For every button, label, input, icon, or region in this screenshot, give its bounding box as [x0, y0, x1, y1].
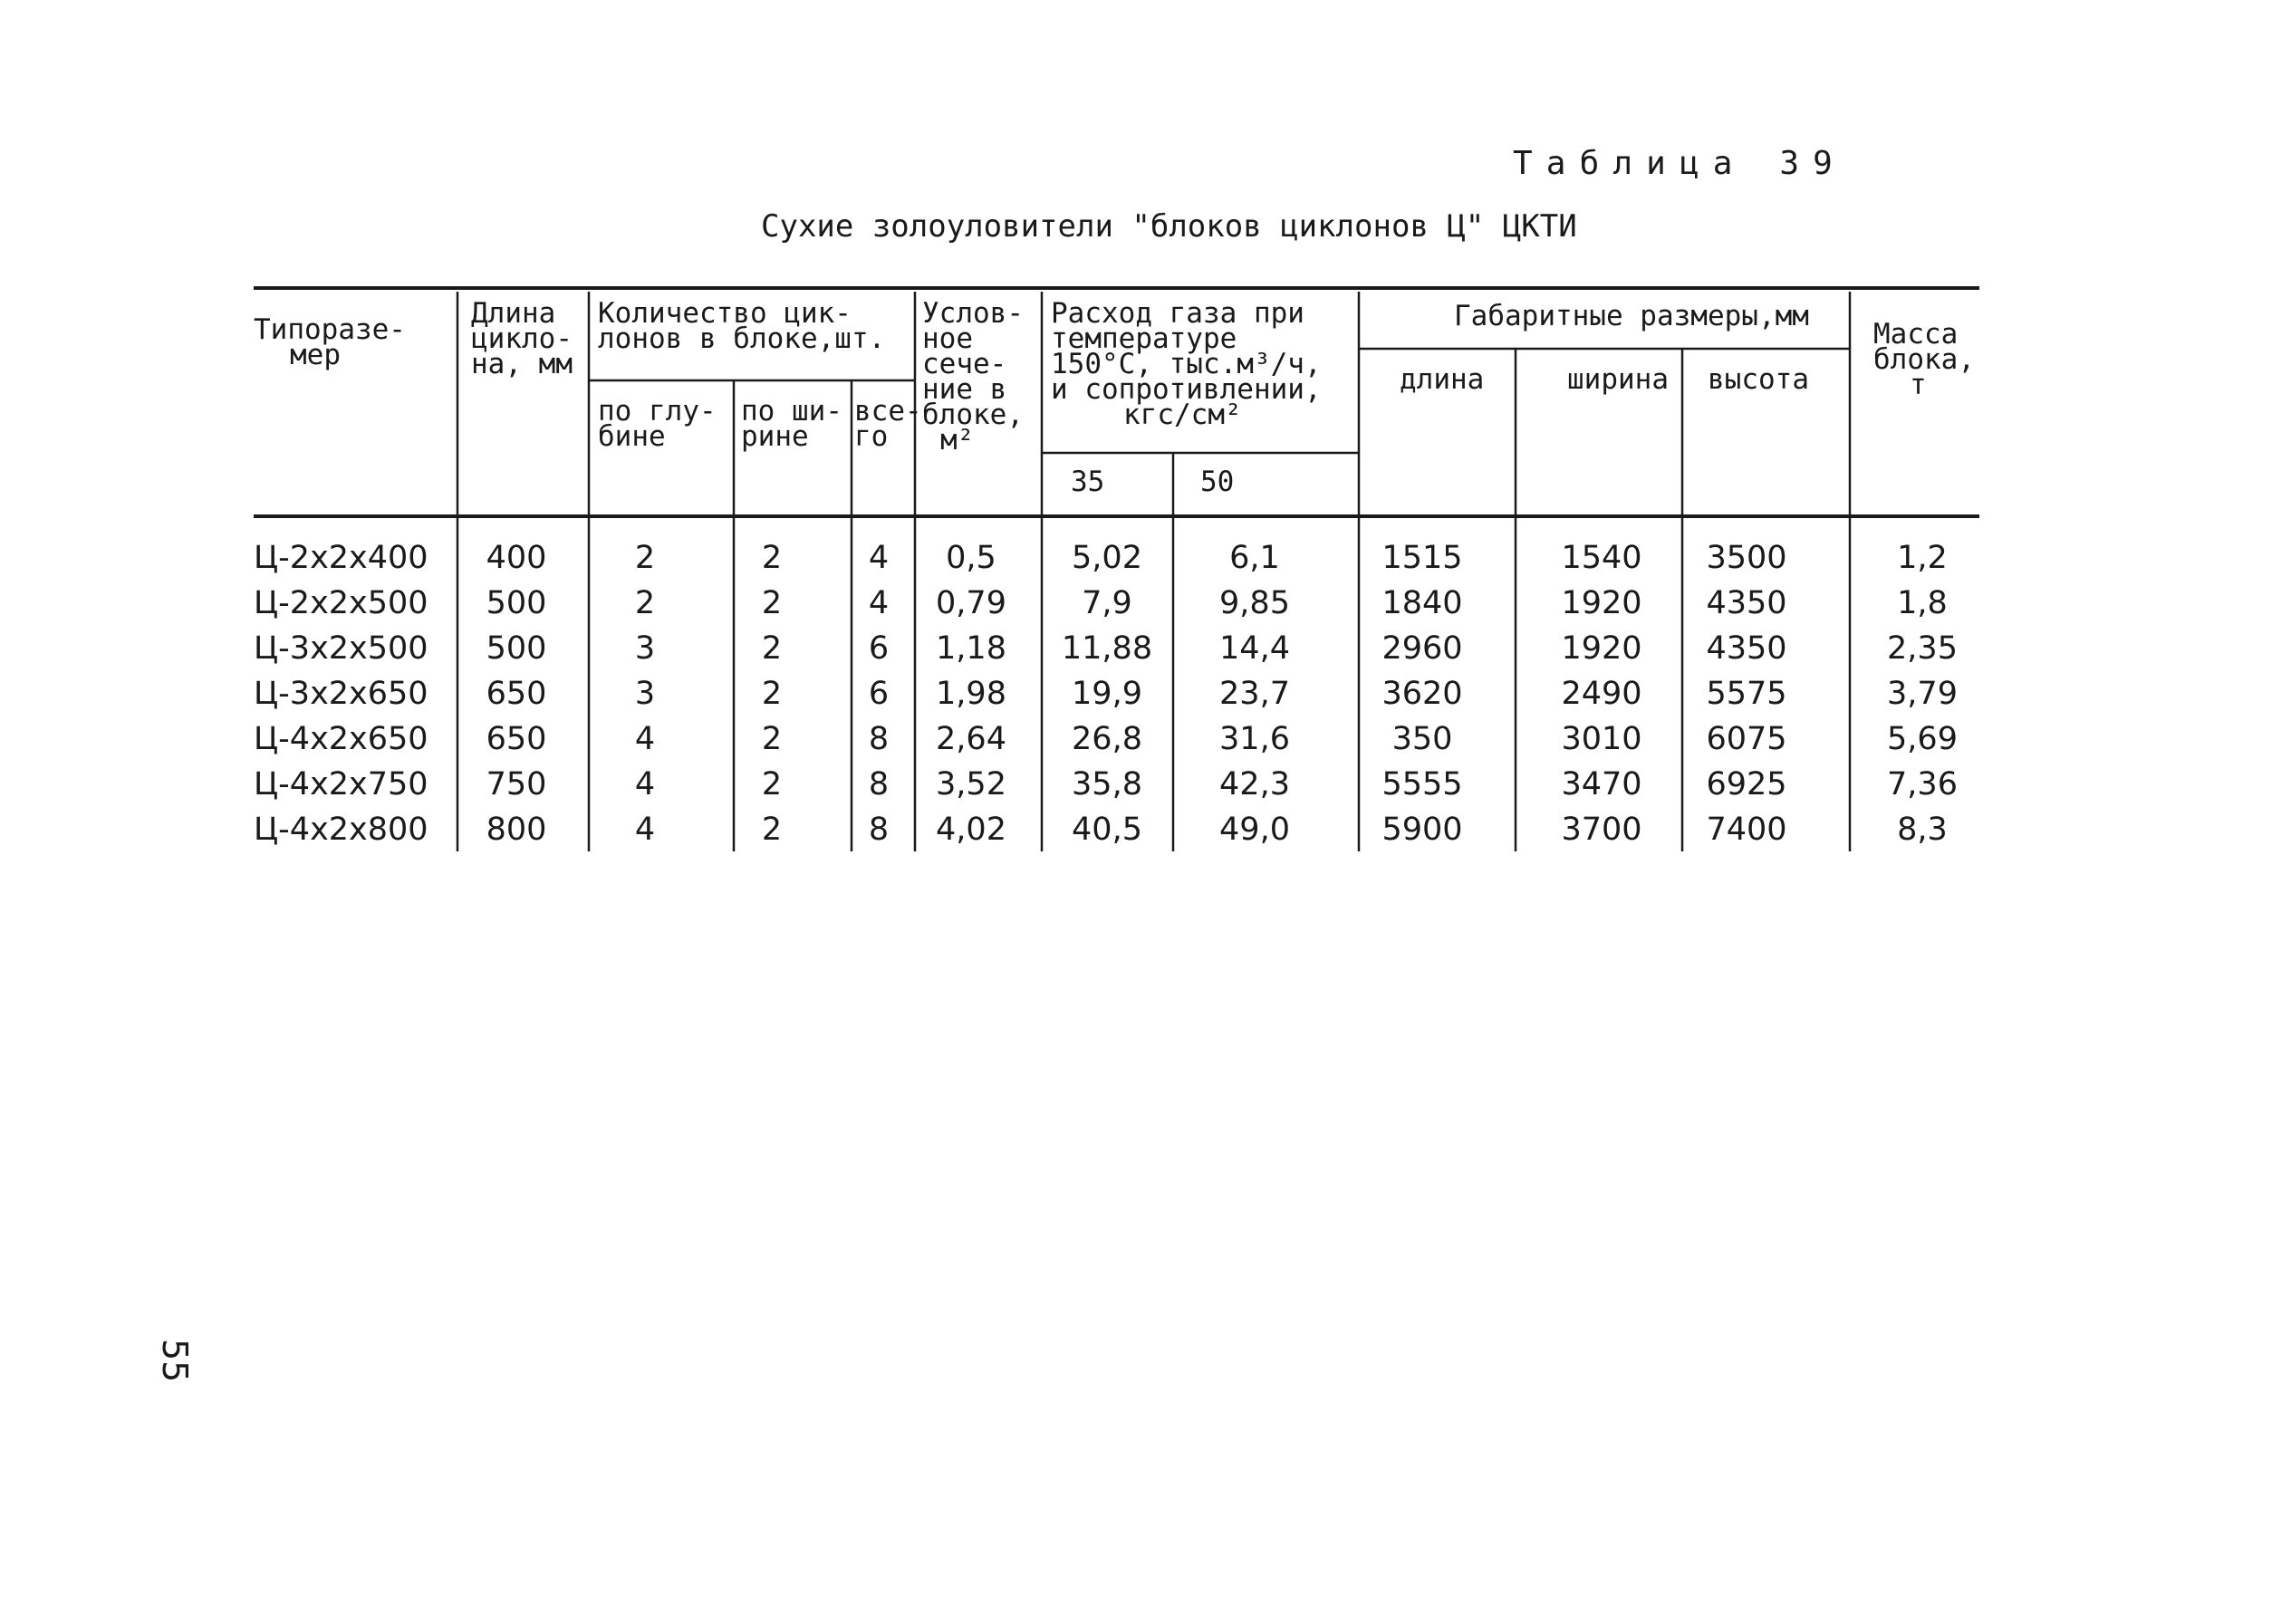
- table-cell: 5900: [1381, 812, 1463, 848]
- table-cell: 3470: [1561, 766, 1642, 802]
- table-cell: 1515: [1381, 540, 1463, 576]
- table-cell: 5575: [1706, 676, 1787, 712]
- table-cell: 1,2: [1897, 540, 1948, 576]
- header-line: температуре: [1051, 322, 1237, 355]
- table-cell: 0,5: [946, 540, 996, 576]
- header-gas-35: 35: [1071, 466, 1105, 498]
- table-cell: 2,35: [1887, 630, 1958, 667]
- table-cell: 26,8: [1072, 721, 1142, 757]
- table-cell: 42,3: [1219, 766, 1290, 802]
- table-cell: Ц-4х2х750: [254, 766, 428, 802]
- header-line: рине: [741, 420, 809, 453]
- table-cell: Ц-3х2х650: [254, 676, 428, 712]
- table-cell: 3500: [1706, 540, 1787, 576]
- header-mass: [1873, 318, 1975, 401]
- header-line: ное: [922, 322, 973, 355]
- header-line: бине: [598, 420, 666, 453]
- table-cell: 500: [486, 585, 547, 621]
- table-cell: 2,64: [936, 721, 1006, 757]
- header-line: Услов-: [922, 297, 1024, 330]
- table-cell: 6: [868, 676, 890, 712]
- header-dims-group: Габаритные размеры,мм: [1454, 300, 1809, 332]
- table-cell: 2: [761, 766, 783, 802]
- table-number: Таблица 39: [1513, 145, 1846, 182]
- table-cell: 6,1: [1229, 540, 1280, 576]
- header-line: цикло-: [471, 322, 573, 355]
- table-cell: 2: [761, 540, 783, 576]
- table-cell: Ц-4х2х650: [254, 721, 428, 757]
- table-cell: 1,98: [936, 676, 1006, 712]
- table-cell: 4350: [1706, 630, 1787, 667]
- table-cell: 8,3: [1897, 812, 1948, 848]
- header-line: м²: [940, 424, 975, 456]
- header-line: т: [1910, 369, 1927, 401]
- header-line: лонов в блоке,шт.: [598, 322, 886, 355]
- table-cell: 7,36: [1887, 766, 1958, 802]
- table-cell: 8: [868, 812, 890, 848]
- header-type: [254, 313, 406, 371]
- table-cell: 3700: [1561, 812, 1642, 848]
- table-cell: 2: [761, 721, 783, 757]
- table-cell: 0,79: [936, 585, 1006, 621]
- header-line: мер: [290, 339, 341, 371]
- header-line: Типоразе-: [254, 313, 406, 346]
- table-cell: 2: [761, 585, 783, 621]
- table-cell: 4350: [1706, 585, 1787, 621]
- header-line: кгс/см²: [1123, 399, 1242, 431]
- table-cell: 40,5: [1072, 812, 1142, 848]
- header-length: [471, 297, 573, 380]
- header-dim-length: длина: [1400, 363, 1485, 396]
- header-gas-50: 50: [1200, 466, 1235, 498]
- table-cell: 6925: [1706, 766, 1787, 802]
- table-cell: 1840: [1381, 585, 1463, 621]
- header-line: Расход газа при: [1051, 297, 1304, 330]
- table-cell: 2: [761, 812, 783, 848]
- header-line: го: [854, 420, 889, 453]
- table-cell: 1,8: [1897, 585, 1948, 621]
- header-line: все-: [854, 395, 922, 428]
- table-cell: 2: [634, 540, 656, 576]
- table-cell: 3,52: [936, 766, 1006, 802]
- table-cell: Ц-2х2х500: [254, 585, 428, 621]
- table-cell: 8: [868, 766, 890, 802]
- header-dim-width: ширина: [1567, 363, 1669, 396]
- table-cell: 800: [486, 812, 547, 848]
- header-line: блоке,: [922, 399, 1024, 431]
- table-cell: 3: [634, 676, 656, 712]
- table-cell: 2: [634, 585, 656, 621]
- header-line: блока,: [1873, 343, 1975, 376]
- table-cell: 31,6: [1219, 721, 1290, 757]
- table-cell: Ц-3х2х500: [254, 630, 428, 667]
- table-cell: 8: [868, 721, 890, 757]
- table-cell: 35,8: [1072, 766, 1142, 802]
- table-cell: 3: [634, 630, 656, 667]
- table-cell: 2: [761, 630, 783, 667]
- header-line: на, мм: [471, 348, 573, 380]
- header-line: по глу-: [598, 395, 717, 428]
- table-cell: 4: [634, 721, 656, 757]
- table-cell: 7,9: [1082, 585, 1132, 621]
- table-cell: 650: [486, 721, 547, 757]
- header-line: 150°С, тыс.м³/ч,: [1051, 348, 1322, 380]
- header-line: Количество цик-: [598, 297, 852, 330]
- header-line: ние в: [922, 373, 1007, 406]
- table-cell: 500: [486, 630, 547, 667]
- table-cell: 5,69: [1887, 721, 1958, 757]
- table-cell: 350: [1391, 721, 1453, 757]
- table-cell: 4: [634, 812, 656, 848]
- table-cell: 2490: [1561, 676, 1642, 712]
- header-gas-group: [1051, 297, 1322, 431]
- table-cell: 1920: [1561, 630, 1642, 667]
- table-cell: 750: [486, 766, 547, 802]
- table-cell: 4: [868, 540, 890, 576]
- table-cell: 11,88: [1061, 630, 1153, 667]
- header-count-width: [741, 395, 842, 453]
- header-count-total: [854, 395, 922, 453]
- table-cell: 1,18: [936, 630, 1006, 667]
- header-line: по ши-: [741, 395, 842, 428]
- table-cell: 1540: [1561, 540, 1642, 576]
- table-cell: 4: [634, 766, 656, 802]
- header-line: Масса: [1873, 318, 1959, 351]
- table-cell: 3,79: [1887, 676, 1958, 712]
- table-cell: 19,9: [1072, 676, 1142, 712]
- table-cell: 2: [761, 676, 783, 712]
- table-cell: 7400: [1706, 812, 1787, 848]
- table-cell: 3010: [1561, 721, 1642, 757]
- table-title: Сухие золоуловители "блоков циклонов Ц" ЦКТИ: [761, 208, 1577, 245]
- table-cell: 650: [486, 676, 547, 712]
- table-cell: 49,0: [1219, 812, 1290, 848]
- header-count-depth: [598, 395, 717, 453]
- table-cell: 6075: [1706, 721, 1787, 757]
- table-cell: 6: [868, 630, 890, 667]
- table-cell: 4: [868, 585, 890, 621]
- table-cell: 14,4: [1219, 630, 1290, 667]
- header-line: Длина: [471, 297, 556, 330]
- header-section: [922, 297, 1024, 456]
- table-cell: 4,02: [936, 812, 1006, 848]
- table-cell: 5,02: [1072, 540, 1142, 576]
- table-cell: Ц-2х2х400: [254, 540, 428, 576]
- table-cell: 3620: [1381, 676, 1463, 712]
- table-cell: 5555: [1381, 766, 1463, 802]
- header-line: сече-: [922, 348, 1007, 380]
- header-count-group: [598, 297, 886, 355]
- table-cell: 23,7: [1219, 676, 1290, 712]
- header-dim-height: высота: [1708, 363, 1809, 396]
- page-number: 55: [155, 1339, 195, 1383]
- header-line: и сопротивлении,: [1051, 373, 1322, 406]
- table-cell: 400: [486, 540, 547, 576]
- table-cell: 1920: [1561, 585, 1642, 621]
- table-cell: 2960: [1381, 630, 1463, 667]
- table-cell: Ц-4х2х800: [254, 812, 428, 848]
- table-cell: 9,85: [1219, 585, 1290, 621]
